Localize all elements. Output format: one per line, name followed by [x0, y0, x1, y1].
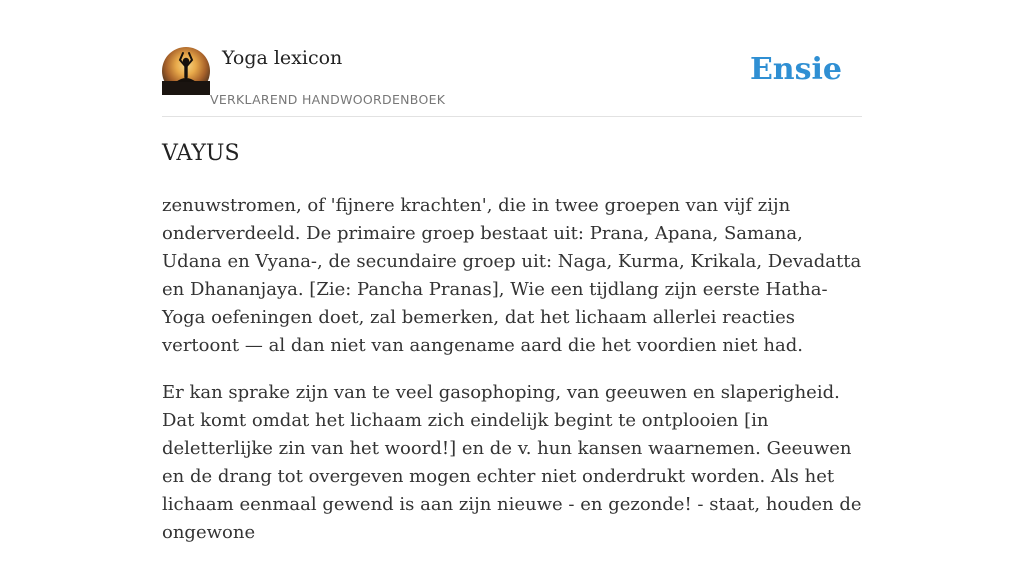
- meditation-silhouette-icon: [162, 47, 210, 95]
- definition-paragraph: Er kan sprake zijn van te veel gasophoping, van geeuwen en slaperigheid. Dat komt omdat het lichaam zich eindelijk begint te ontplooien [in deletterlijke zin van het woord!] en de v. hun kansen waarnemen. Geeuwen en de drang tot overgeven mogen echter niet onderdrukt worden. Als het lichaam eenmaal gewend is aan zijn nieuwe - en gezonde! - staat, houden de ongewone: [162, 382, 862, 543]
- entry-definition: [162, 192, 862, 566]
- lexicon-avatar[interactable]: [162, 47, 210, 95]
- site-header: [162, 46, 862, 117]
- entry-term: VAYUS: [162, 141, 240, 166]
- site-title-link[interactable]: Yoga lexicon: [222, 47, 343, 69]
- site-subtitle: VERKLAREND HANDWOORDENBOEK: [210, 92, 446, 107]
- ensie-logo-link[interactable]: Ensie: [749, 52, 842, 87]
- definition-paragraph: zenuwstromen, of 'fijnere krachten', die in twee groepen van vijf zijn onderverdeeld. De primaire groep bestaat uit: Prana, Apana, Samana, Udana en Vyana-, de secundaire groep uit: Naga, Kurma, Krikala, Devadatta en Dhananjaya. [Zie: Pancha Pranas], Wie een tijdlang zijn eerste Hatha-Yoga oefeningen doet, zal bemerken, dat het lichaam allerlei reacties vertoont — al dan niet van aangename aard die het voordien niet had.: [162, 195, 862, 356]
